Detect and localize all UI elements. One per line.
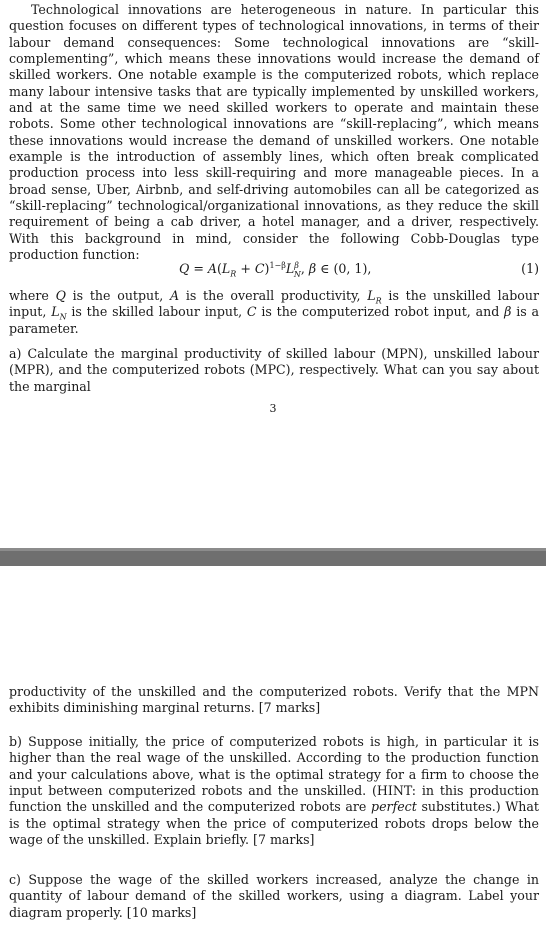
production-function-equation — [9, 260, 539, 278]
variable-definitions: where Q is the output, A is the overall productivity, $L_R$ is the unskilled labour input, $L_N$ is the skilled labour input, C is the computerized robot input, and β is a parameter. — [9, 288, 539, 336]
intro-paragraph — [9, 2, 539, 264]
question-b: b) Suppose initially, the price of computerized robots is high, in particular it is higher than the real wage of the unskilled. According to the production function and your calculations above, what is the optimal strategy for a firm to choose the input between computerized robots and the unskilled. (HINT: in this production function the unskilled and the computerized robots are perfect substitutes.) What is the optimal strategy when the price of computerized robots drops below the wage of the unskilled. Explain briefly. [7 marks] — [9, 734, 539, 848]
page-separator — [0, 548, 546, 566]
question-a-end: productivity of the unskilled and the computerized robots. Verify that the MPN exhibits diminishing marginal returns. [7 marks] — [9, 684, 539, 716]
question-a-start: a) Calculate the marginal productivity of skilled labour (MPN), unskilled labour (MPR), and the computerized robots (MPC), respectively. What can you say about the marginal — [9, 346, 539, 394]
equation-body: $Q = A(L_R + C)^{1-\beta}L^\beta_N$, β ∈ (0, 1), — [179, 260, 372, 279]
document-page-4 — [0, 566, 546, 939]
intro-text: Technological innovations are heterogeneous in nature. In particular this question focuses on different types of technological innovations, in terms of their labour demand consequences: Some technological innovations are “skill-complementing”, which means these innovations would increase the demand of skilled workers. One notable example is the computerized robots, which replace many labour intensive tasks that are typically implemented by unskilled workers, and at the same time we need skilled workers to operate and maintain these robots. Some other technological innovations are “skill-replacing”, which means these innovations would increase the demand of unskilled workers. One notable example is the introduction of assembly lines, which often break complicated production process into less skill-requiring and more manageable pieces. In a broad sense, Uber, Airbnb, and self-driving automobiles can all be categorized as “skill-replacing” technological/organizational innovations, as they reduce the skill requirement of being a cab driver, a hotel manager, and a driver, respectively. With this background in mind, consider the following Cobb-Douglas type production function: — [9, 2, 539, 263]
equation-number: (1) — [521, 261, 539, 276]
question-c: c) Suppose the wage of the skilled workers increased, analyze the change in quantity of labour demand of the skilled workers, using a diagram. Label your diagram properly. [10 marks] — [9, 872, 539, 920]
page-number: 3 — [269, 402, 277, 415]
